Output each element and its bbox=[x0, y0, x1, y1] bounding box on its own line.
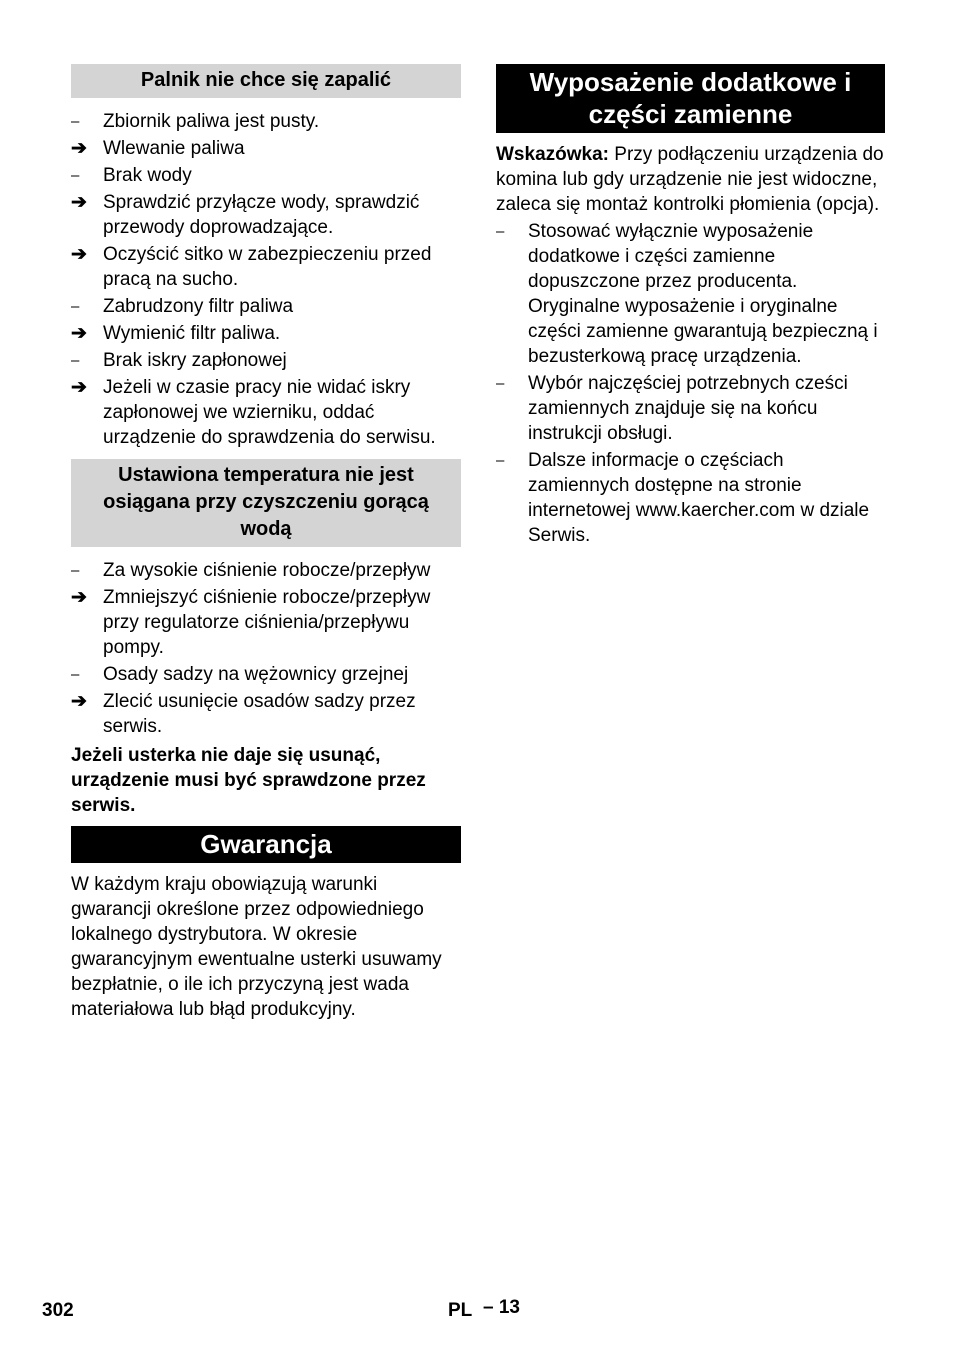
list-item bbox=[71, 242, 461, 292]
arrow-right-icon: ➔ bbox=[71, 587, 87, 608]
list-item bbox=[496, 448, 885, 548]
list-item bbox=[71, 689, 461, 739]
dash-icon: – bbox=[71, 298, 80, 315]
accessories-heading: Wyposażenie dodatkowe i części zamienne bbox=[496, 64, 885, 133]
dash-icon: – bbox=[71, 113, 80, 130]
warranty-text: W każdym kraju obowiązują warunki gwarancji określone przez odpowiedniego lokalnego dystrybutora. W okresie gwarancyjnym ewentualne usterki usuwamy bezpłatnie, o ile ich przyczyną jest wada materiałowa lub błąd produkcyjny. bbox=[71, 874, 442, 1020]
list-item bbox=[71, 558, 461, 583]
list-item-text: Wymienić filtr paliwa. bbox=[103, 323, 281, 344]
list-item bbox=[71, 662, 461, 687]
list-item-text: Oczyścić sitko w zabezpieczeniu przed pracą na sucho. bbox=[103, 244, 432, 290]
list-item-text: Osady sadzy na wężownicy grzejnej bbox=[103, 664, 409, 685]
dash-icon: – bbox=[496, 375, 505, 392]
list-item-text: Za wysokie ciśnienie robocze/przepływ bbox=[103, 560, 431, 581]
section-heading-burner: Palnik nie chce się zapalić bbox=[71, 64, 461, 98]
warranty-heading: Gwarancja bbox=[71, 826, 461, 863]
note-text: Przy podłączeniu urządzenia do komina lub gdy urządzenie nie jest widoczne, zaleca się montaż kontrolki płomienia (opcja). bbox=[496, 144, 884, 215]
arrow-right-icon: ➔ bbox=[71, 323, 87, 344]
list-item-text: Wybór najczęściej potrzebnych cześci zamiennych znajduje się na końcu instrukcji obsługi. bbox=[528, 373, 848, 444]
service-note: Jeżeli usterka nie daje się usunąć, urządzenie musi być sprawdzone przez serwis. bbox=[71, 745, 426, 816]
dash-icon: – bbox=[496, 452, 505, 469]
arrow-right-icon: ➔ bbox=[71, 691, 87, 712]
list-item bbox=[71, 321, 461, 346]
arrow-right-icon: ➔ bbox=[71, 192, 87, 213]
temperature-list bbox=[71, 558, 461, 739]
accessories-list bbox=[496, 219, 885, 548]
list-item-text: Brak wody bbox=[103, 165, 192, 186]
arrow-right-icon: ➔ bbox=[71, 138, 87, 159]
list-item-text: Zbiornik paliwa jest pusty. bbox=[103, 111, 320, 132]
list-item bbox=[71, 294, 461, 319]
burner-list bbox=[71, 109, 461, 450]
dash-icon: – bbox=[71, 167, 80, 184]
list-item bbox=[71, 348, 461, 373]
list-item-text: Jeżeli w czasie pracy nie widać iskry zapłonowej we wzierniku, oddać urządzenie do sprawdzenia do serwisu. bbox=[103, 377, 436, 448]
right-column bbox=[496, 64, 885, 548]
list-item bbox=[496, 219, 885, 369]
list-item bbox=[71, 163, 461, 188]
list-item-text: Brak iskry zapłonowej bbox=[103, 350, 287, 371]
dash-icon: – bbox=[496, 223, 505, 240]
language-code: PL bbox=[448, 1300, 473, 1321]
arrow-right-icon: ➔ bbox=[71, 244, 87, 265]
document-page-number: 302 bbox=[42, 1300, 74, 1321]
list-item bbox=[496, 371, 885, 446]
list-item-text: Wlewanie paliwa bbox=[103, 138, 245, 159]
list-item bbox=[71, 585, 461, 660]
list-item-text: Zabrudzony filtr paliwa bbox=[103, 296, 294, 317]
list-item bbox=[71, 136, 461, 161]
section-heading-temperature: Ustawiona temperatura nie jest osiągana przy czyszczeniu gorącą wodą bbox=[71, 459, 461, 547]
dash-icon: – bbox=[71, 666, 80, 683]
list-item-text: Sprawdzić przyłącze wody, sprawdzić przewody doprowadzające. bbox=[103, 192, 420, 238]
list-item-text: Zmniejszyć ciśnienie robocze/przepływ przy regulatorze ciśnienia/przepływu pompy. bbox=[103, 587, 431, 658]
list-item-text: Stosować wyłącznie wyposażenie dodatkowe i części zamienne dopuszczone przez producenta. Oryginalne wyposażenie i oryginalne części zamienne gwarantują bezpieczną i bezusterkową pracę urządzenia. bbox=[528, 221, 878, 367]
list-item bbox=[71, 109, 461, 134]
dash-icon: – bbox=[71, 562, 80, 579]
list-item bbox=[71, 375, 461, 450]
list-item-text: Dalsze informacje o częściach zamiennych dostępne na stronie internetowej www.kaercher.com w dziale Serwis. bbox=[528, 450, 870, 546]
accessories-note bbox=[496, 142, 885, 217]
list-item-text: Zlecić usunięcie osadów sadzy przez serwis. bbox=[103, 691, 416, 737]
page-number: – 13 bbox=[483, 1297, 520, 1318]
dash-icon: – bbox=[71, 352, 80, 369]
arrow-right-icon: ➔ bbox=[71, 377, 87, 398]
left-column bbox=[71, 64, 461, 1022]
note-label: Wskazówka: bbox=[496, 144, 609, 165]
list-item bbox=[71, 190, 461, 240]
